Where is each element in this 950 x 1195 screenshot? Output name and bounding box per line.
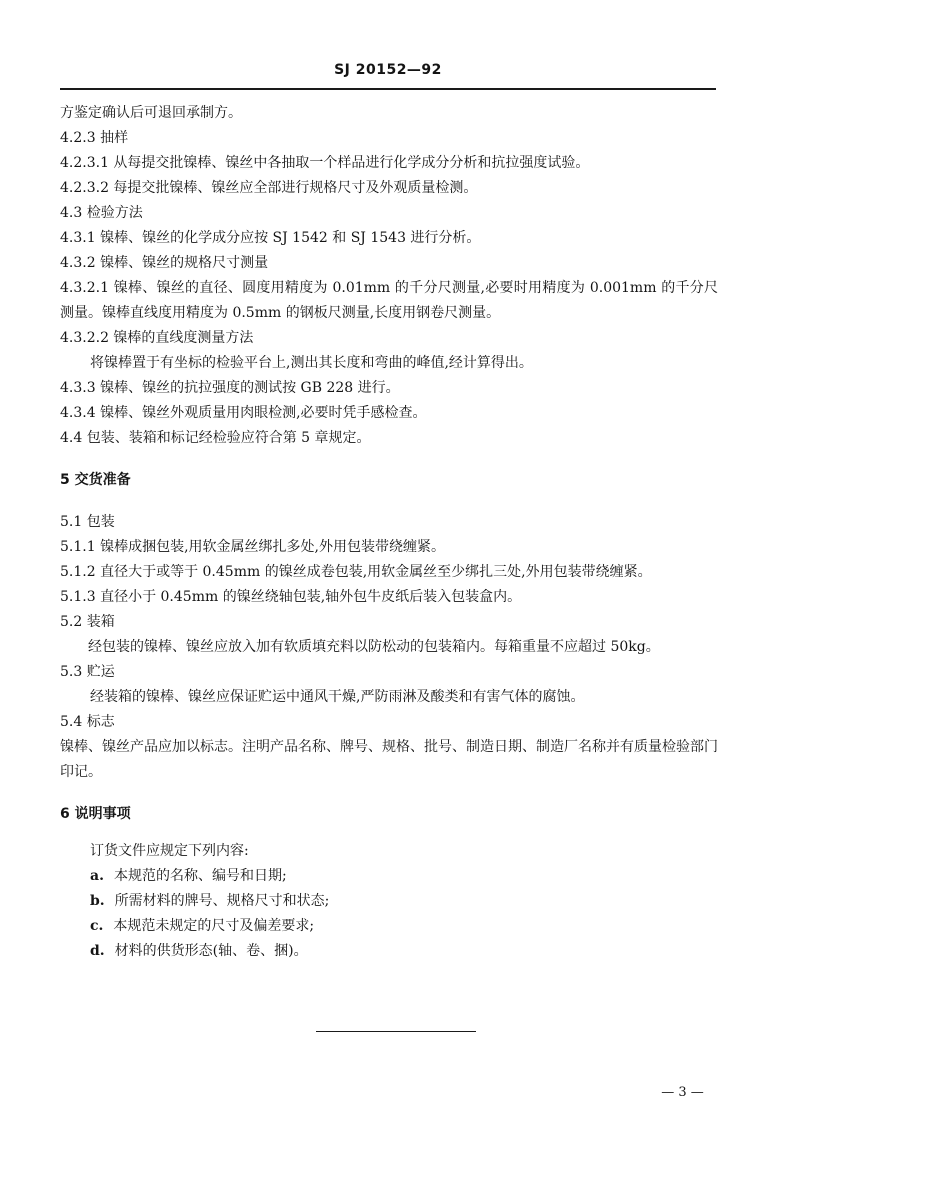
section-heading: 4.3.2 镍棒、镍丝的规格尺寸测量	[60, 255, 269, 271]
list-item	[60, 914, 718, 939]
section-heading: 4.3.2.2 镍棒的直线度测量方法	[60, 330, 254, 346]
paragraph: 5.1.2 直径大于或等于 0.45mm 的镍丝成卷包装,用软金属丝至少绑扎三处,外用包装带绕缠紧。	[60, 564, 652, 580]
paragraph: 5.1.1 镍棒成捆包装,用软金属丝绑扎多处,外用包装带绕缠紧。	[60, 539, 445, 555]
document-body	[60, 101, 718, 964]
paragraph: 经装箱的镍棒、镍丝应保证贮运中通风干燥,严防雨淋及酸类和有害气体的腐蚀。	[90, 689, 585, 705]
list-item-text: 本规范的名称、编号和日期;	[113, 868, 287, 884]
paragraph: 4.3.3 镍棒、镍丝的抗拉强度的测试按 GB 228 进行。	[60, 380, 400, 396]
list-item-text: 本规范未规定的尺寸及偏差要求;	[113, 918, 315, 934]
list-marker: c.	[90, 918, 104, 934]
paragraph: 4.3.2.1 镍棒、镍丝的直径、圆度用精度为 0.01mm 的千分尺测量,必要时用精度为 0.001mm 的千分尺测量。镍棒直线度用精度为 0.5mm 的钢板尺测量,长度用钢卷尺测量。	[60, 280, 718, 321]
paragraph: 将镍棒置于有坐标的检验平台上,测出其长度和弯曲的峰值,经计算得出。	[90, 355, 533, 371]
document-header: SJ 20152—92	[334, 62, 442, 78]
header-rule	[60, 88, 716, 90]
requirements-list	[60, 864, 718, 964]
list-marker: a.	[90, 868, 104, 884]
section-heading: 5.3 贮运	[60, 664, 115, 680]
list-item	[60, 864, 718, 889]
page-number: — 3 —	[661, 1085, 704, 1100]
spacer	[60, 785, 718, 802]
list-item	[60, 939, 718, 964]
paragraph: 订货文件应规定下列内容:	[90, 843, 249, 859]
spacer	[60, 493, 718, 510]
paragraph: 4.2.3.1 从每提交批镍棒、镍丝中各抽取一个样品进行化学成分分析和抗拉强度试验。	[60, 155, 590, 171]
list-marker: d.	[90, 943, 105, 959]
list-item-text: 材料的供货形态(轴、卷、捆)。	[114, 943, 308, 959]
paragraph: 4.2.3.2 每提交批镍棒、镍丝应全部进行规格尺寸及外观质量检测。	[60, 180, 478, 196]
paragraph: 4.4 包装、装箱和标记经检验应符合第 5 章规定。	[60, 430, 371, 446]
paragraph: 镍棒、镍丝产品应加以标志。注明产品名称、牌号、规格、批号、制造日期、制造厂名称并有质量检验部门印记。	[60, 739, 718, 780]
section-heading: 5.1 包装	[60, 514, 115, 530]
paragraph: 方鉴定确认后可退回承制方。	[60, 105, 242, 121]
list-item	[60, 889, 718, 914]
section-heading: 5.4 标志	[60, 714, 115, 730]
list-item-text: 所需材料的牌号、规格尺寸和状态;	[114, 893, 330, 909]
section-heading: 4.2.3 抽样	[60, 130, 129, 146]
section-heading: 4.3 检验方法	[60, 205, 143, 221]
end-rule	[316, 1031, 476, 1032]
section-heading: 5.2 装箱	[60, 614, 115, 630]
list-marker: b.	[90, 893, 105, 909]
spacer	[60, 827, 718, 839]
chapter-heading: 5 交货准备	[60, 472, 131, 488]
paragraph: 4.3.4 镍棒、镍丝外观质量用肉眼检测,必要时凭手感检查。	[60, 405, 427, 421]
chapter-heading: 6 说明事项	[60, 806, 131, 822]
paragraph: 5.1.3 直径小于 0.45mm 的镍丝绕轴包装,轴外包牛皮纸后装入包装盒内。	[60, 589, 522, 605]
paragraph: 4.3.1 镍棒、镍丝的化学成分应按 SJ 1542 和 SJ 1543 进行分析。	[60, 230, 481, 246]
spacer	[60, 451, 718, 468]
paragraph: 经包装的镍棒、镍丝应放入加有软质填充料以防松动的包装箱内。每箱重量不应超过 50kg。	[88, 639, 660, 655]
